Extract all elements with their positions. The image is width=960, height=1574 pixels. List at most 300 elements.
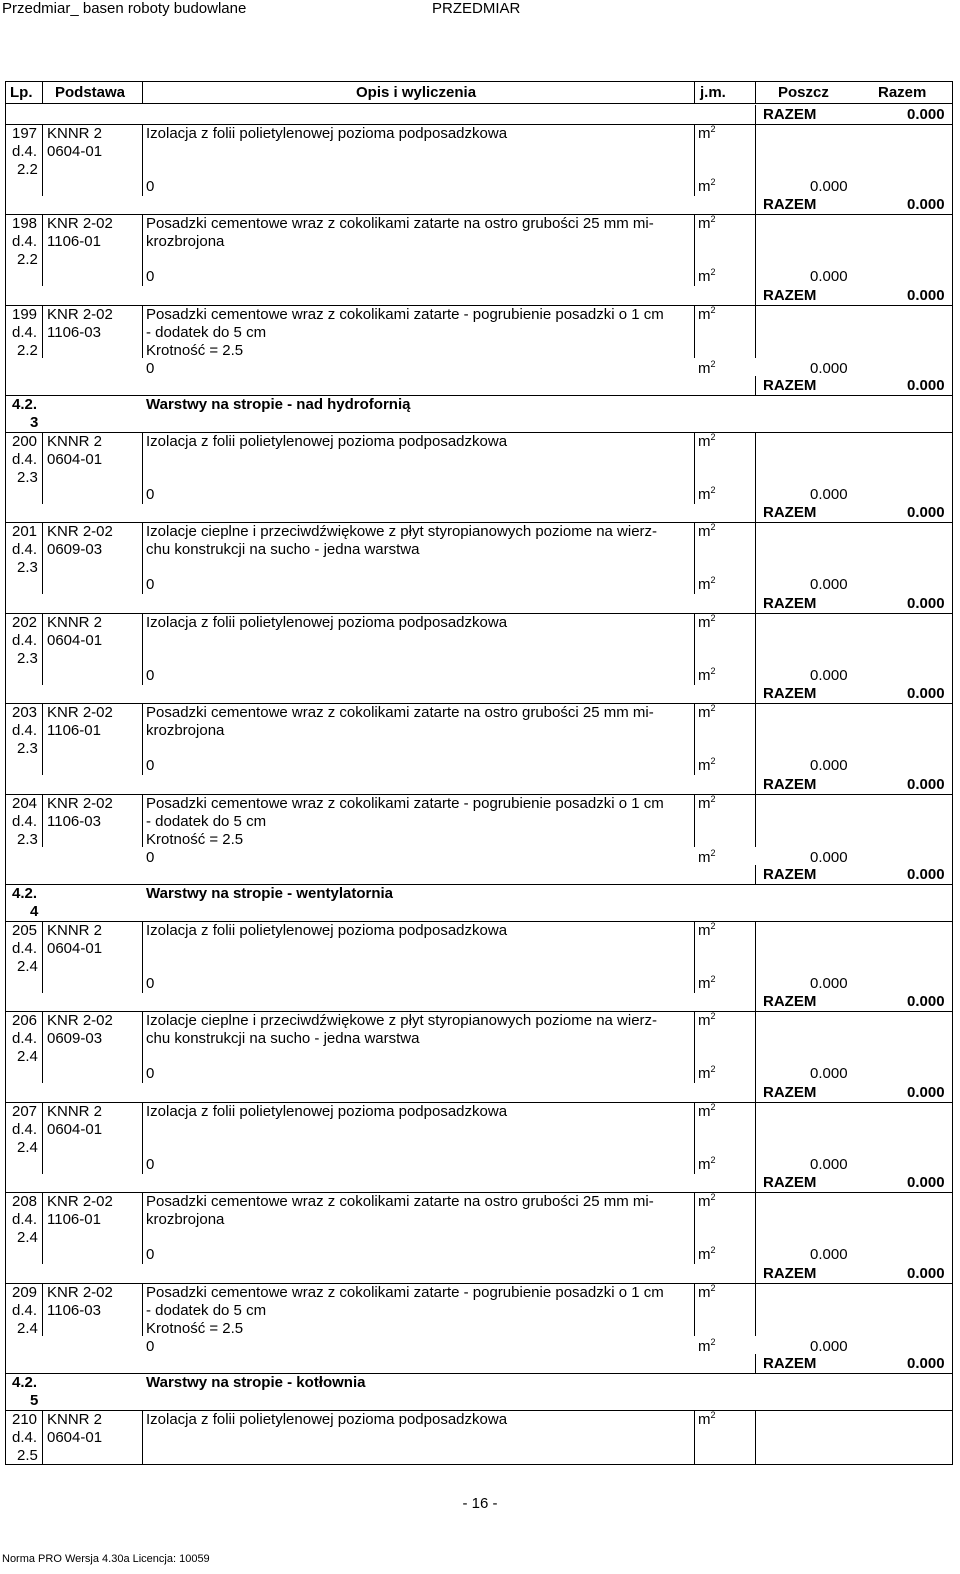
item-description: Posadzki cementowe wraz z cokolikami zatarte na ostro grubości 25 mm mi- — [146, 1193, 654, 1210]
unit-m: m — [698, 795, 711, 812]
item-base-code: 1106-03 — [47, 813, 101, 830]
unit-exponent: 2 — [710, 124, 716, 134]
razem-label: RAZEM — [763, 287, 817, 304]
razem-label: RAZEM — [763, 866, 817, 883]
unit-m: m — [698, 125, 711, 142]
calc-line-unit — [698, 268, 716, 286]
column-divider — [755, 594, 756, 614]
item-number: 209 — [12, 1284, 38, 1301]
column-divider — [142, 1102, 143, 1174]
unit-m: m — [698, 306, 711, 323]
calc-line-value: 0.000 — [810, 576, 848, 593]
column-divider — [755, 865, 756, 885]
item-description: Izolacje cieplne i przeciwdźwiękowe z płyt styropianowych poziome na wierz- — [146, 523, 658, 540]
column-divider — [5, 1283, 6, 1336]
item-base-catalog: KNR 2-02 — [47, 1012, 113, 1029]
item-base-catalog: KNNR 2 — [47, 614, 103, 631]
column-divider — [755, 1264, 756, 1284]
razem-label: RAZEM — [763, 595, 817, 612]
item-number-sub2: 2.2 — [17, 342, 38, 359]
column-divider — [952, 1283, 953, 1336]
column-divider — [42, 522, 43, 594]
column-divider — [142, 921, 143, 993]
unit-m: m — [698, 1246, 711, 1263]
column-divider — [694, 1102, 695, 1174]
item-number-sub1: d.4. — [12, 233, 38, 250]
unit-exponent: 2 — [710, 666, 716, 676]
document-title: Przedmiar_ basen roboty budowlane — [2, 0, 247, 17]
item-description-cont: chu konstrukcji na sucho - jedna warstwa — [146, 541, 420, 558]
unit-exponent: 2 — [710, 359, 716, 369]
section-number-sub: 3 — [30, 414, 39, 431]
column-divider — [42, 1102, 43, 1174]
unit-exponent: 2 — [710, 432, 716, 442]
col-header-opis: Opis i wyliczenia — [356, 84, 477, 101]
razem-value: 0.000 — [907, 196, 945, 213]
column-divider — [755, 1354, 756, 1374]
column-divider — [755, 432, 756, 504]
item-base-catalog: KNNR 2 — [47, 125, 103, 142]
razem-value: 0.000 — [907, 1174, 945, 1191]
column-divider — [142, 214, 143, 286]
item-description: Posadzki cementowe wraz z cokolikami zatarte - pogrubienie posadzki o 1 cm — [146, 306, 664, 323]
item-krotnosc: Krotność = 2.5 — [146, 342, 244, 359]
column-divider — [5, 921, 6, 993]
column-divider — [755, 1102, 756, 1174]
item-number-sub2: 2.4 — [17, 1048, 38, 1065]
razem-label: RAZEM — [763, 776, 817, 793]
item-base-code: 1106-01 — [47, 722, 101, 739]
section-number: 4.2. — [12, 885, 38, 902]
item-base-code: 1106-01 — [47, 1211, 101, 1228]
table-header-bottom-border — [5, 103, 952, 104]
column-divider — [5, 1192, 6, 1264]
column-divider — [694, 432, 695, 504]
column-divider — [755, 613, 756, 685]
document-type: PRZEDMIAR — [432, 0, 521, 17]
column-divider — [755, 1173, 756, 1193]
column-divider — [952, 522, 953, 594]
item-base-code: 1106-01 — [47, 233, 101, 250]
calc-line-value: 0.000 — [810, 667, 848, 684]
column-divider — [755, 305, 756, 358]
column-divider — [142, 794, 143, 847]
item-number: 207 — [12, 1103, 38, 1120]
item-base-catalog: KNR 2-02 — [47, 795, 113, 812]
column-divider — [694, 305, 695, 358]
item-number-sub2: 2.3 — [17, 469, 38, 486]
razem-value: 0.000 — [907, 1265, 945, 1282]
item-description: Izolacja z folii polietylenowej pozioma podposadzkowa — [146, 1411, 508, 1428]
license-text: Norma PRO Wersja 4.30a Licencja: 10059 — [2, 1553, 210, 1565]
column-divider — [5, 1102, 6, 1174]
item-number: 199 — [12, 306, 38, 323]
razem-label: RAZEM — [763, 1355, 817, 1372]
calc-line-value: 0.000 — [810, 849, 848, 866]
column-divider — [694, 522, 695, 594]
column-divider — [694, 1011, 695, 1083]
item-unit — [698, 795, 716, 813]
item-base-code: 0604-01 — [47, 632, 103, 649]
unit-m: m — [698, 576, 711, 593]
razem-value: 0.000 — [907, 685, 945, 702]
item-number-sub2: 2.5 — [17, 1447, 38, 1464]
razem-value: 0.000 — [907, 1084, 945, 1101]
item-base-catalog: KNNR 2 — [47, 1103, 103, 1120]
section-title: Warstwy na stropie - wentylatornia — [146, 885, 393, 902]
item-number: 205 — [12, 922, 38, 939]
item-description: Posadzki cementowe wraz z cokolikami zatarte na ostro grubości 25 mm mi- — [146, 704, 654, 721]
item-number-sub2: 2.2 — [17, 251, 38, 268]
razem-label: RAZEM — [763, 685, 817, 702]
item-number-sub2: 2.4 — [17, 1229, 38, 1246]
razem-label: RAZEM — [763, 1084, 817, 1101]
column-divider — [694, 794, 695, 847]
column-divider — [42, 432, 43, 504]
razem-label: RAZEM — [763, 993, 817, 1010]
calc-line-quantity: 0 — [146, 1338, 155, 1355]
calc-line-quantity: 0 — [146, 1156, 155, 1173]
unit-m: m — [698, 1411, 711, 1428]
column-divider — [5, 703, 6, 775]
unit-m: m — [698, 1103, 711, 1120]
item-description-cont: krozbrojona — [146, 1211, 225, 1228]
item-number-sub2: 2.2 — [17, 161, 38, 178]
column-divider — [142, 124, 143, 196]
item-number-sub2: 2.3 — [17, 650, 38, 667]
item-unit — [698, 1411, 716, 1429]
item-description: Izolacja z folii polietylenowej pozioma podposadzkowa — [146, 125, 508, 142]
column-divider — [42, 214, 43, 286]
unit-exponent: 2 — [710, 522, 716, 532]
section-title: Warstwy na stropie - nad hydrofornią — [146, 396, 411, 413]
column-divider — [42, 1011, 43, 1083]
item-number: 203 — [12, 704, 38, 721]
item-base-code: 0604-01 — [47, 451, 103, 468]
item-number-sub1: d.4. — [12, 813, 38, 830]
unit-m: m — [698, 614, 711, 631]
item-base-catalog: KNR 2-02 — [47, 1284, 113, 1301]
razem-value: 0.000 — [907, 1355, 945, 1372]
item-unit — [698, 1193, 716, 1211]
unit-exponent: 2 — [710, 1192, 716, 1202]
calc-line-quantity: 0 — [146, 178, 155, 195]
item-unit — [698, 433, 716, 451]
section-number-sub: 4 — [30, 903, 39, 920]
section-title: Warstwy na stropie - kotłownia — [146, 1374, 366, 1391]
column-divider — [42, 921, 43, 993]
unit-m: m — [698, 1284, 711, 1301]
item-krotnosc: Krotność = 2.5 — [146, 831, 244, 848]
calc-line-quantity: 0 — [146, 667, 155, 684]
item-number-sub1: d.4. — [12, 324, 38, 341]
calc-line-quantity: 0 — [146, 757, 155, 774]
column-divider — [755, 195, 756, 215]
column-divider — [5, 305, 6, 358]
razem-label: RAZEM — [763, 504, 817, 521]
unit-exponent: 2 — [710, 974, 716, 984]
unit-exponent: 2 — [710, 1064, 716, 1074]
item-unit — [698, 306, 716, 324]
item-description: Izolacja z folii polietylenowej pozioma podposadzkowa — [146, 922, 508, 939]
razem-value: 0.000 — [907, 287, 945, 304]
calc-line-unit — [698, 178, 716, 196]
column-divider — [755, 1283, 756, 1336]
item-number: 204 — [12, 795, 38, 812]
item-number-sub1: d.4. — [12, 541, 38, 558]
column-divider — [142, 703, 143, 775]
unit-m: m — [698, 849, 711, 866]
calc-line-unit — [698, 849, 716, 867]
item-description-cont: chu konstrukcji na sucho - jedna warstwa — [146, 1030, 420, 1047]
item-description: Izolacja z folii polietylenowej pozioma podposadzkowa — [146, 1103, 508, 1120]
column-divider — [952, 305, 953, 358]
column-divider — [755, 794, 756, 847]
unit-exponent: 2 — [710, 1155, 716, 1165]
unit-exponent: 2 — [710, 575, 716, 585]
column-divider — [5, 1410, 6, 1464]
item-unit — [698, 1284, 716, 1302]
razem-value: 0.000 — [907, 866, 945, 883]
item-number: 197 — [12, 125, 38, 142]
unit-m: m — [698, 975, 711, 992]
unit-exponent: 2 — [710, 794, 716, 804]
column-divider — [694, 1410, 695, 1464]
calc-line-value: 0.000 — [810, 975, 848, 992]
item-base-code: 1106-03 — [47, 1302, 101, 1319]
column-divider — [755, 522, 756, 594]
unit-m: m — [698, 178, 711, 195]
column-divider — [755, 1011, 756, 1083]
item-unit — [698, 125, 716, 143]
column-divider — [694, 921, 695, 993]
column-divider — [694, 613, 695, 685]
unit-exponent: 2 — [710, 756, 716, 766]
page-number: - 16 - — [462, 1495, 498, 1512]
calc-line-quantity: 0 — [146, 975, 155, 992]
razem-label: RAZEM — [763, 1174, 817, 1191]
item-base-code: 0604-01 — [47, 1121, 103, 1138]
item-unit — [698, 1012, 716, 1030]
item-number: 202 — [12, 614, 38, 631]
calc-line-unit — [698, 667, 716, 685]
item-unit — [698, 1103, 716, 1121]
unit-m: m — [698, 1193, 711, 1210]
column-divider — [755, 1083, 756, 1103]
item-number-sub2: 2.4 — [17, 1320, 38, 1337]
item-number-sub1: d.4. — [12, 1302, 38, 1319]
unit-exponent: 2 — [710, 921, 716, 931]
item-unit — [698, 922, 716, 940]
item-unit — [698, 704, 716, 722]
item-base-code: 0604-01 — [47, 940, 103, 957]
item-base-catalog: KNNR 2 — [47, 922, 103, 939]
unit-exponent: 2 — [710, 1245, 716, 1255]
calc-line-value: 0.000 — [810, 360, 848, 377]
column-divider — [42, 703, 43, 775]
column-divider — [952, 124, 953, 196]
item-number-sub2: 2.3 — [17, 740, 38, 757]
unit-exponent: 2 — [710, 305, 716, 315]
razem-value: 0.000 — [907, 106, 945, 123]
item-number: 210 — [12, 1411, 38, 1428]
item-number-sub2: 2.4 — [17, 958, 38, 975]
column-divider — [952, 921, 953, 993]
column-divider — [694, 703, 695, 775]
item-base-catalog: KNR 2-02 — [47, 215, 113, 232]
calc-line-value: 0.000 — [810, 1246, 848, 1263]
item-description-cont: - dodatek do 5 cm — [146, 324, 267, 341]
column-divider — [755, 124, 756, 196]
column-divider — [42, 613, 43, 685]
item-unit — [698, 523, 716, 541]
column-divider — [42, 794, 43, 847]
calc-line-unit — [698, 576, 716, 594]
item-number-sub1: d.4. — [12, 1429, 38, 1446]
column-divider — [952, 1410, 953, 1464]
item-base-code: 1106-03 — [47, 324, 101, 341]
column-divider — [142, 613, 143, 685]
razem-value: 0.000 — [907, 595, 945, 612]
column-divider — [142, 1283, 143, 1336]
razem-label: RAZEM — [763, 196, 817, 213]
header-column-divider — [42, 81, 43, 103]
calc-line-quantity: 0 — [146, 1065, 155, 1082]
unit-exponent: 2 — [710, 1102, 716, 1112]
column-divider — [952, 1192, 953, 1264]
column-divider — [952, 1102, 953, 1174]
razem-label: RAZEM — [763, 377, 817, 394]
item-number-sub1: d.4. — [12, 722, 38, 739]
unit-exponent: 2 — [710, 214, 716, 224]
razem-value: 0.000 — [907, 776, 945, 793]
col-header-razem: Razem — [878, 84, 927, 101]
calc-line-quantity: 0 — [146, 849, 155, 866]
item-number-sub1: d.4. — [12, 1211, 38, 1228]
column-divider — [142, 1011, 143, 1083]
calc-line-quantity: 0 — [146, 360, 155, 377]
item-number-sub1: d.4. — [12, 940, 38, 957]
razem-label: RAZEM — [763, 106, 817, 123]
item-description: Posadzki cementowe wraz z cokolikami zatarte - pogrubienie posadzki o 1 cm — [146, 795, 664, 812]
column-divider — [755, 286, 756, 306]
item-krotnosc: Krotność = 2.5 — [146, 1320, 244, 1337]
item-number: 200 — [12, 433, 38, 450]
column-divider — [755, 921, 756, 993]
section-number-sub: 5 — [30, 1392, 39, 1409]
item-base-catalog: KNNR 2 — [47, 433, 103, 450]
razem-value: 0.000 — [907, 993, 945, 1010]
item-base-catalog: KNR 2-02 — [47, 523, 113, 540]
unit-m: m — [698, 268, 711, 285]
header-column-divider — [694, 81, 695, 103]
item-base-catalog: KNR 2-02 — [47, 1193, 113, 1210]
unit-m: m — [698, 360, 711, 377]
unit-exponent: 2 — [710, 703, 716, 713]
unit-exponent: 2 — [710, 267, 716, 277]
column-divider — [142, 1410, 143, 1464]
calc-line-unit — [698, 1065, 716, 1083]
column-divider — [5, 522, 6, 594]
column-divider — [694, 1192, 695, 1264]
calc-line-value: 0.000 — [810, 1156, 848, 1173]
item-number-sub1: d.4. — [12, 451, 38, 468]
unit-m: m — [698, 757, 711, 774]
column-divider — [755, 376, 756, 396]
column-divider — [42, 305, 43, 358]
item-number-sub2: 2.3 — [17, 831, 38, 848]
column-divider — [42, 1410, 43, 1464]
item-number: 201 — [12, 523, 38, 540]
item-description-cont: - dodatek do 5 cm — [146, 813, 267, 830]
unit-m: m — [698, 1012, 711, 1029]
column-divider — [142, 1192, 143, 1264]
col-header-poszcz: Poszcz — [778, 84, 829, 101]
item-number: 206 — [12, 1012, 38, 1029]
column-divider — [142, 305, 143, 358]
item-description: Posadzki cementowe wraz z cokolikami zatarte - pogrubienie posadzki o 1 cm — [146, 1284, 664, 1301]
column-divider — [142, 522, 143, 594]
item-number-sub1: d.4. — [12, 1121, 38, 1138]
item-unit — [698, 215, 716, 233]
column-divider — [755, 503, 756, 523]
column-divider — [755, 703, 756, 775]
calc-line-value: 0.000 — [810, 268, 848, 285]
unit-exponent: 2 — [710, 1011, 716, 1021]
item-number: 208 — [12, 1193, 38, 1210]
razem-value: 0.000 — [907, 504, 945, 521]
unit-m: m — [698, 667, 711, 684]
item-number-sub1: d.4. — [12, 1030, 38, 1047]
column-divider — [755, 1192, 756, 1264]
unit-exponent: 2 — [710, 1410, 716, 1420]
unit-m: m — [698, 215, 711, 232]
razem-value: 0.000 — [907, 377, 945, 394]
unit-exponent: 2 — [710, 613, 716, 623]
table-top-border — [5, 81, 952, 82]
column-divider — [952, 1011, 953, 1083]
unit-exponent: 2 — [710, 848, 716, 858]
item-description-cont: krozbrojona — [146, 233, 225, 250]
item-description: Izolacje cieplne i przeciwdźwiękowe z płyt styropianowych poziome na wierz- — [146, 1012, 658, 1029]
header-column-divider — [142, 81, 143, 103]
column-divider — [694, 214, 695, 286]
item-description: Izolacja z folii polietylenowej pozioma podposadzkowa — [146, 614, 508, 631]
item-description-cont: krozbrojona — [146, 722, 225, 739]
column-divider — [952, 214, 953, 286]
column-divider — [5, 432, 6, 504]
calc-line-value: 0.000 — [810, 1338, 848, 1355]
section-number: 4.2. — [12, 396, 38, 413]
column-divider — [952, 613, 953, 685]
item-base-code: 0609-03 — [47, 541, 103, 558]
item-number-sub2: 2.3 — [17, 559, 38, 576]
calc-line-unit — [698, 486, 716, 504]
col-header-jm: j.m. — [700, 84, 726, 101]
column-divider — [952, 432, 953, 504]
unit-m: m — [698, 704, 711, 721]
item-number-sub2: 2.4 — [17, 1139, 38, 1156]
header-column-divider — [755, 81, 756, 103]
item-base-code: 0609-03 — [47, 1030, 103, 1047]
razem-label: RAZEM — [763, 1265, 817, 1282]
calc-line-unit — [698, 1338, 716, 1356]
unit-m: m — [698, 1065, 711, 1082]
column-divider — [755, 684, 756, 704]
item-base-catalog: KNNR 2 — [47, 1411, 103, 1428]
unit-m: m — [698, 922, 711, 939]
column-divider — [755, 214, 756, 286]
